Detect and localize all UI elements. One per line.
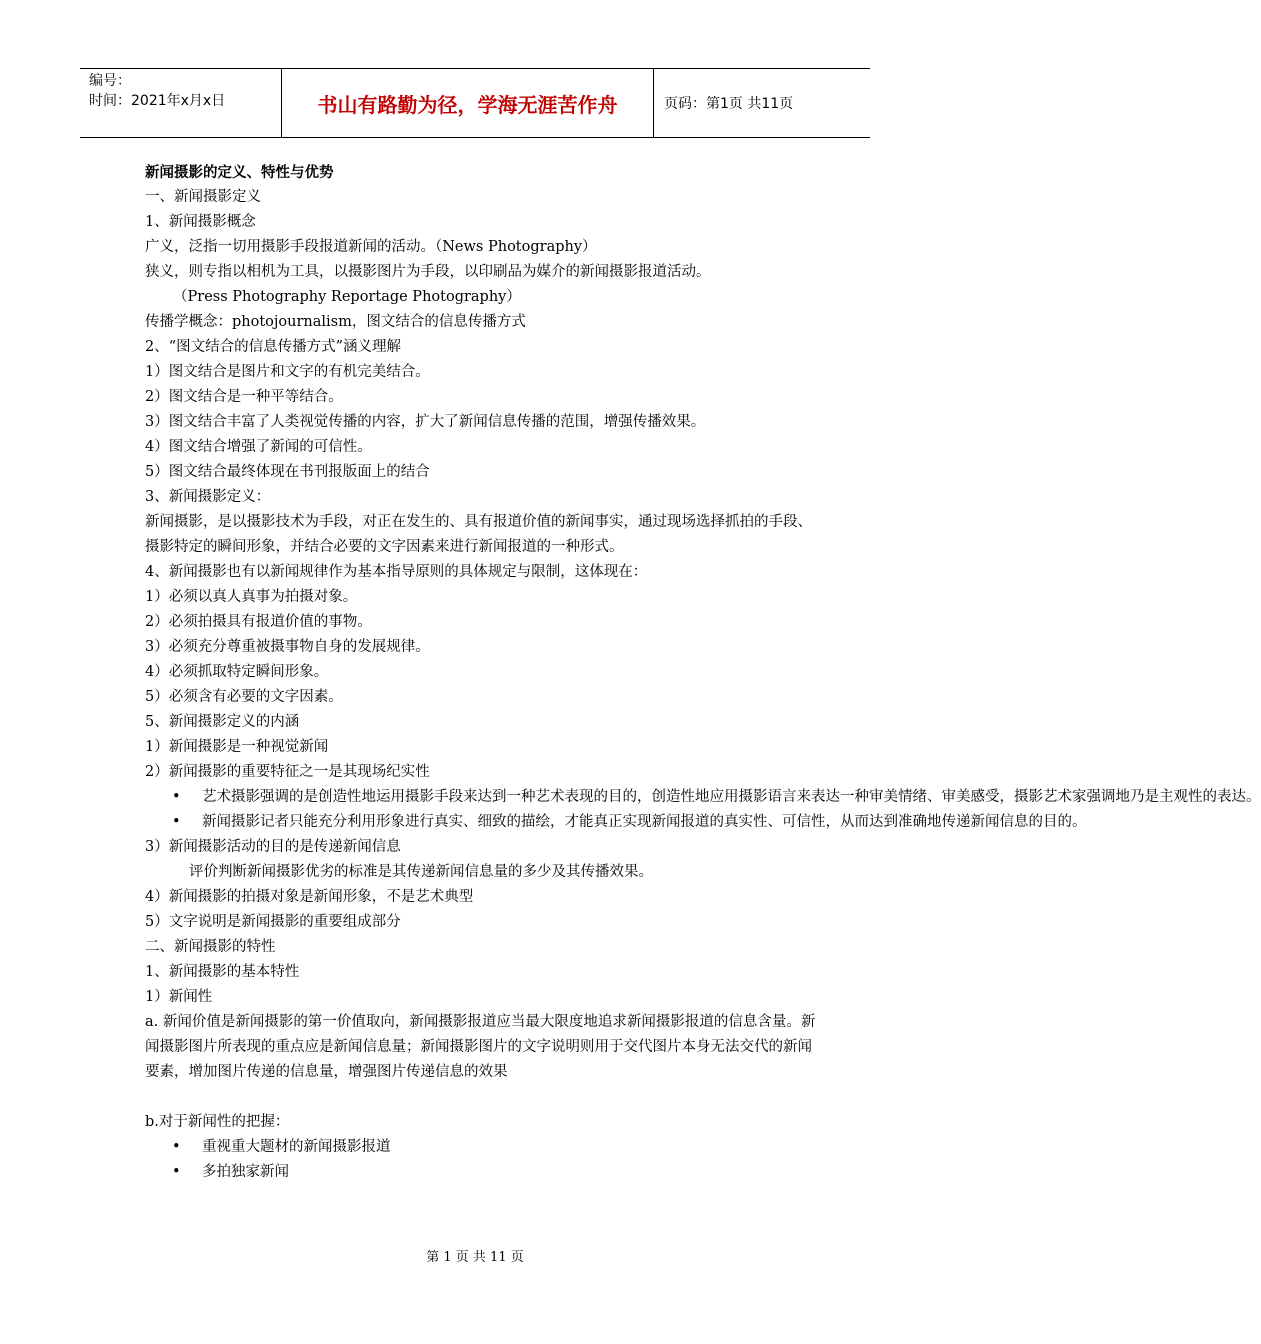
- bullet-icon: •: [172, 814, 181, 830]
- list-item: 2）新闻摄影的重要特征之一是其现场纪实性: [145, 764, 430, 780]
- list-item: 1）图文结合是图片和文字的有机完美结合。: [145, 364, 430, 380]
- bullet-text: 新闻摄影记者只能充分利用形象进行真实、细致的描绘，才能真正实现新闻报道的真实性、可信性，从而达到准确地传递新闻信息的目的。: [202, 814, 1087, 830]
- bullet-item: [145, 785, 1261, 810]
- paragraph: b.对于新闻性的把握：: [145, 1114, 290, 1130]
- document-body: [145, 160, 1261, 1185]
- document-number-label: 编号：: [89, 73, 131, 89]
- paragraph: 传播学概念：photojournalism，图文结合的信息传播方式: [145, 314, 526, 330]
- header-meta-cell: [80, 69, 282, 137]
- list-item: 5）图文结合最终体现在书刊报版面上的结合: [145, 464, 430, 480]
- document-date: 时间：2021年x月x日: [89, 93, 226, 109]
- subsection-heading: 5、新闻摄影定义的内涵: [145, 714, 300, 730]
- list-item: 4）必须抓取特定瞬间形象。: [145, 664, 329, 680]
- subsection-heading: 1、新闻摄影概念: [145, 214, 256, 230]
- paragraph: a. 新闻价值是新闻摄影的第一价值取向，新闻摄影报道应当最大限度地追求新闻摄影报道的信息含量。新闻摄影图片所表现的重点应是新闻信息量；新闻摄影图片的文字说明则用于交代图片本身无法交代的新闻要素，增加图片传递的信息量，增强图片传递信息的效果: [145, 1014, 816, 1080]
- paragraph: 广义，泛指一切用摄影手段报道新闻的活动。（News Photography）: [145, 239, 597, 255]
- bullet-text: 重视重大题材的新闻摄影报道: [202, 1139, 391, 1155]
- list-item: 3）图文结合丰富了人类视觉传播的内容，扩大了新闻信息传播的范围，增强传播效果。: [145, 414, 706, 430]
- subsection-heading: 1、新闻摄影的基本特性: [145, 964, 300, 980]
- subsection-heading: 3、新闻摄影定义：: [145, 489, 271, 505]
- list-item: 4）新闻摄影的拍摄对象是新闻形象，不是艺术典型: [145, 889, 474, 905]
- list-item: 2）必须拍摄具有报道价值的事物。: [145, 614, 372, 630]
- header-page-info: 页码：第1页 共11页: [664, 96, 794, 112]
- list-item: 1）必须以真人真事为拍摄对象。: [145, 589, 358, 605]
- paragraph: 狭义，则专指以相机为工具，以摄影图片为手段，以印刷品为媒介的新闻摄影报道活动。: [145, 264, 711, 280]
- bullet-icon: •: [172, 1139, 181, 1155]
- list-item: 1）新闻摄影是一种视觉新闻: [145, 739, 329, 755]
- header-motto-cell: [282, 69, 654, 137]
- section-heading: 一、新闻摄影定义: [145, 189, 261, 205]
- page-header: [80, 68, 870, 138]
- section-heading: 二、新闻摄影的特性: [145, 939, 276, 955]
- subsection-heading: 2、“图文结合的信息传播方式”涵义理解: [145, 339, 402, 355]
- subsection-heading: 4、新闻摄影也有以新闻规律作为基本指导原则的具体规定与限制，这体现在：: [145, 564, 648, 580]
- bullet-item: [145, 810, 1087, 835]
- paragraph: 新闻摄影，是以摄影技术为手段，对正在发生的、具有报道价值的新闻事实，通过现场选择抓拍的手段、摄影特定的瞬间形象，并结合必要的文字因素来进行新闻报道的一种形式。: [145, 514, 812, 555]
- bullet-icon: •: [172, 1164, 181, 1180]
- page-footer: 第 1 页 共 11 页: [426, 1250, 524, 1265]
- header-motto: 书山有路勤为径，学海无涯苦作舟: [317, 92, 618, 117]
- list-item: 3）必须充分尊重被摄事物自身的发展规律。: [145, 639, 430, 655]
- bullet-item: [145, 1135, 825, 1160]
- bullet-text: 多拍独家新闻: [202, 1164, 289, 1180]
- paragraph: （Press Photography Reportage Photography）: [173, 289, 521, 305]
- list-item: 5）文字说明是新闻摄影的重要组成部分: [145, 914, 401, 930]
- bullet-text: 艺术摄影强调的是创造性地运用摄影手段来达到一种艺术表现的目的，创造性地应用摄影语言来表达一种审美情绪、审美感受，摄影艺术家强调地乃是主观性的表达。: [202, 789, 1261, 805]
- paragraph: 评价判断新闻摄影优劣的标准是其传递新闻信息量的多少及其传播效果。: [189, 864, 653, 880]
- bullet-item: [145, 1160, 825, 1185]
- list-item: 2）图文结合是一种平等结合。: [145, 389, 343, 405]
- bullet-icon: •: [172, 789, 181, 805]
- list-item: 4）图文结合增强了新闻的可信性。: [145, 439, 372, 455]
- list-item: 1）新闻性: [145, 989, 213, 1005]
- document-title: 新闻摄影的定义、特性与优势: [145, 164, 334, 181]
- list-item: 5）必须含有必要的文字因素。: [145, 689, 343, 705]
- list-item: 3）新闻摄影活动的目的是传递新闻信息: [145, 839, 401, 855]
